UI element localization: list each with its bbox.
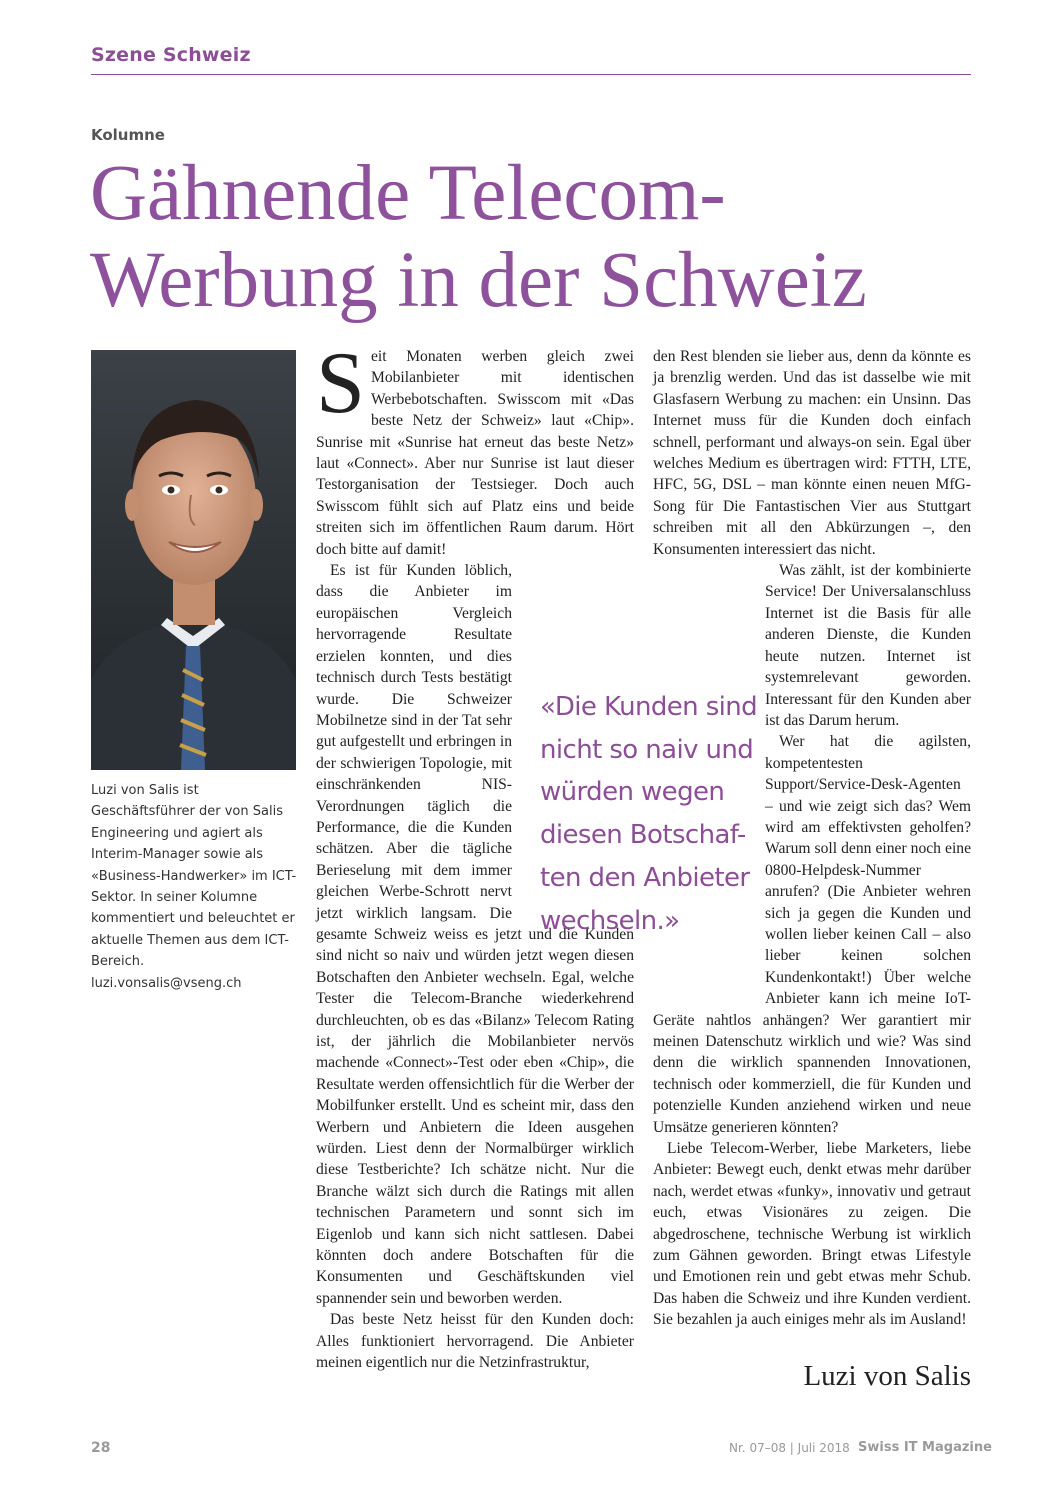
paragraph: Es ist für Kunden löblich, dass die Anbieter im europäischen Vergleich hervorragende Resultate erzielen konnten, und dies technisch durch Tests bestätigt wurde. Die Schweizer Mobilnetze sind in der Tat sehr gut aufgestellt und erbringen in der schwierigen Topologie, mit einschränkenden NIS-Verordnungen täglich die Performance, die die Kunden schätzen. Aber die tägliche Berieselung mit dem immer gleichen Werbe-Schrott nervt jetzt wirklich langsam. Die gesamte Schweiz weiss es jetzt und die Kunden sind nicht so naiv und würden jetzt wegen diesen Botschaften den Anbieter wechseln. Egal, welche Tester die Telecom-Branche wiederkehrend durchleuchten, ob es das «Bilanz» Telecom Rating ist, der jährlich die Mobilanbieter nervös machende «Connect»-Test oder eben «Chip», die Resultate werden offensichtlich für die Werber der Mobilfunker erstellt. Und es scheint mir, dass den Werbern und Anbietern die Ideen ausgehen würden. Liest denn der Normalbürger wirklich diese Testberichte? Ich schätze nicht. Nur die Branche wälzt sich durch die Ratings mit allen technischen Parametern und sonnt sich im Eigenlob und kann sich nicht sattlesen. Dabei könnten doch andere Botschaften für die Konsumenten und Geschäftskunden viel spannender sein und beworben werden. bbox=[316, 562, 634, 1307]
paragraph: Was zählt, ist der kombinierte Service! Der Universalanschluss Internet ist die Basis für alle anderen Dienste, die Kunden heute nutzen. Internet ist systemrelevant geworden. Interessant für den Kunden aber ist das Darum herum. bbox=[653, 560, 971, 731]
author-caption bbox=[91, 780, 301, 994]
paragraph: Seit Monaten werben gleich zwei Mobilanbieter mit identischen Werbebotschaften. Swisscom mit «Das beste Netz der Schweiz» laut «Chip». Sunrise mit «Sunrise hat erneut das beste Netz» laut «Connect». Aber nur Sunrise ist laut dieser Testorganisation der Testsieger. Doch auch Swisscom fühlt sich auf Platz eins und beide streiten sich im öffentlichen Raum darum. Hört doch bitte auf damit! bbox=[316, 335, 634, 558]
title-line-2: Werbung in der Schweiz bbox=[90, 237, 867, 324]
paragraph: den Rest blenden sie lieber aus, denn da könnte es ja brenzlig werden. Und das ist dasselbe wie mit Glasfasern Werbung zu machen: ein Unsinn. Das Internet muss für die Kunden doch einfach schnell, performant und always-on sein. Egal über welches Medium es übertragen wird: FTTH, LTE, HFC, 5G, DSL – man könnte einen neuen MfG-Song für Die Fantastischen Vier aus Stuttgart schreiben mit all den Abkürzungen –, den Konsumenten interessiert das nicht. bbox=[653, 348, 971, 558]
article-kicker: Kolumne bbox=[91, 126, 165, 144]
paragraph: Das beste Netz heisst für den Kunden doch: Alles funktioniert hervorragend. Die Anbieter meinen eigentlich nur die Netzinfrastruktur, bbox=[316, 1311, 634, 1372]
caption-text: Luzi von Salis ist Geschäftsführer der von Salis Engineering und agiert als Interim-Manager sowie als «Business-Handwerker» im ICT-Sektor. In seiner Kolumne kommentiert und beleuchtet er aktuelle Themen aus dem ICT-Bereich. bbox=[91, 783, 297, 970]
issue-info: Nr. 07–08 | Juli 2018 bbox=[729, 1441, 850, 1455]
pull-quote bbox=[540, 686, 758, 942]
pull-quote-line: «Die Kunden sind bbox=[540, 692, 758, 722]
magazine-name: Swiss IT Magazine bbox=[858, 1440, 992, 1455]
pull-quote-line: diesen Botschaf- bbox=[540, 820, 746, 851]
pull-quote-line: wechseln.» bbox=[540, 905, 680, 936]
article-title bbox=[90, 150, 990, 324]
header-divider bbox=[91, 74, 971, 75]
title-line-1: Gähnende Telecom- bbox=[90, 150, 726, 237]
pull-quote-line: ten den Anbieter bbox=[540, 862, 750, 893]
pull-quote-line: würden wegen bbox=[540, 777, 725, 808]
drop-cap: S bbox=[316, 335, 365, 432]
pull-quote-line: nicht so naiv und bbox=[540, 734, 754, 765]
paragraph: Liebe Telecom-Werber, liebe Marketers, liebe Anbieter: Bewegt euch, denkt etwas mehr darüber nach, werdet etwas «funky», innovativ und getraut euch, etwas Visionäres zu zeigen. Die abgedroschene, technische Werbung ist wirklich zum Gähnen geworden. Bringt etwas Lifestyle und Emotionen rein und gebt etwas mehr Schub. Das haben die Schweiz und ihre Kunden verdient. Sie bezahlen ja auch einiges mehr als im Ausland! bbox=[653, 1140, 971, 1329]
author-signature: Luzi von Salis bbox=[803, 1360, 971, 1392]
section-label: Szene Schweiz bbox=[91, 44, 251, 66]
author-photo bbox=[91, 350, 296, 770]
paragraph: Wer hat die agilsten, kompetentesten Support/Service-Desk-Agenten – und wie zeigt sich das? Wem wird am effektivsten geholfen? Warum soll denn einer noch eine 0800-Helpdesk-Nummer anrufen? (Die Anbieter wehren sich ja gegen die Kunden und wollen lieber keinen Call – also lieber keinen solchen Kundenkontakt!) Über welche Anbieter kann ich meine IoT-Geräte nahtlos anhängen? Wer garantiert mir meinen Datenschutz wirklich und wie? Was sind denn die wirklich spannenden Innovationen, technisch oder kommerziell, die für Kunden und potenzielle Kunden anziehend wirken und neue Umsätze generieren könnten? bbox=[653, 733, 971, 1136]
page-number: 28 bbox=[91, 1440, 111, 1456]
caption-email: luzi.vonsalis@vseng.ch bbox=[91, 975, 242, 991]
